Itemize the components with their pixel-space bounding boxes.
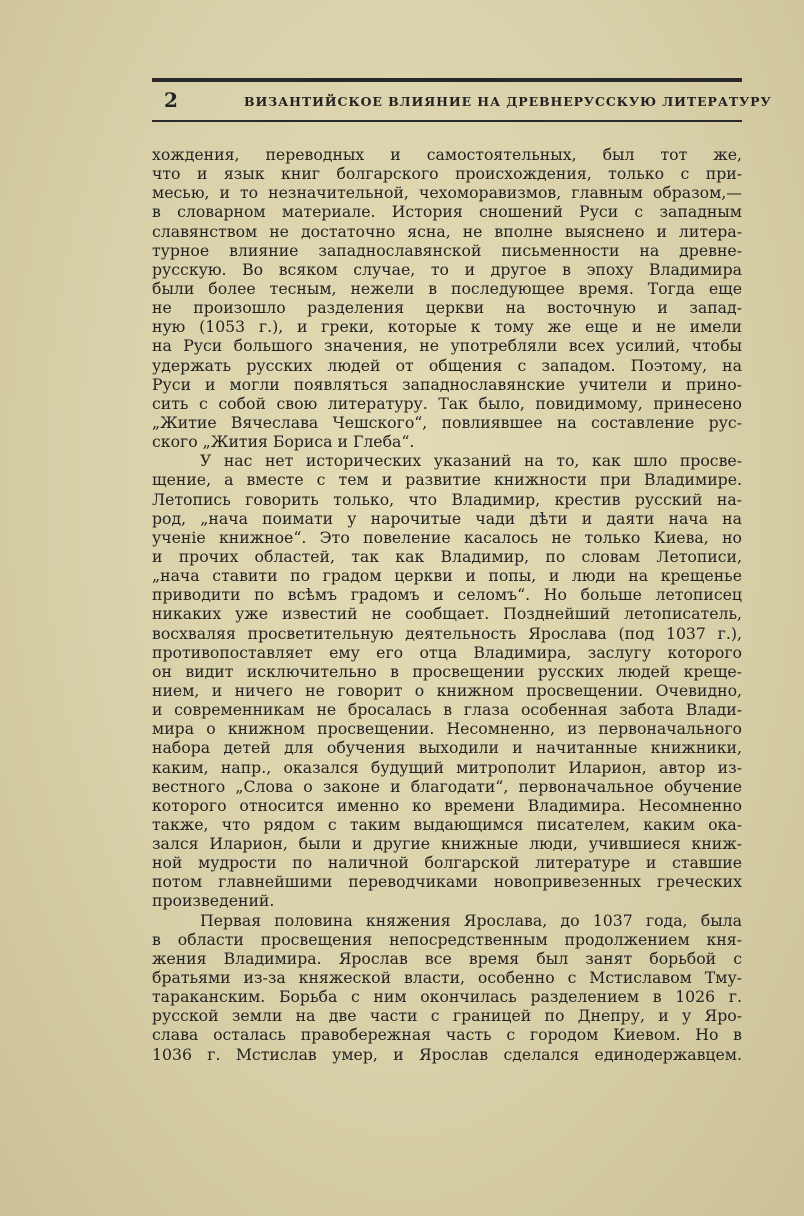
text-line: и современникам не бросалась в глаза особенная забота Влади- xyxy=(152,700,742,720)
text-line: 1036 г. Мстислав умер, и Ярослав сделался единодержавцем. xyxy=(152,1044,742,1064)
text-line: род, „нача поимати у нарочитые чади дѣти и даяти нача на xyxy=(152,508,742,528)
text-line: слава осталась правобережная часть с городом Киевом. Но в xyxy=(152,1025,742,1045)
text-line: были более тесным, нежели в последующее время. Тогда еще xyxy=(152,278,742,298)
text-line: турное влияние западнославянской письменности на древне- xyxy=(152,240,742,260)
text-line: Летопись говорить только, что Владимир, крестив русский на- xyxy=(152,489,742,509)
text-line: ученіе книжное“. Это повеление касалось не только Киева, но xyxy=(152,527,742,547)
header-rule-top xyxy=(152,78,742,82)
text-line: хождения, переводных и самостоятельных, был тот же, xyxy=(152,145,742,164)
text-line: противопоставляет ему его отца Владимира, заслугу которого xyxy=(152,642,742,662)
text-line: набора детей для обучения выходили и начитанные книжники, xyxy=(152,738,742,758)
text-line: в области просвещения непосредственным продолжением кня- xyxy=(152,929,742,949)
text-line: мира о книжном просвещении. Несомненно, из первоначального xyxy=(152,719,742,739)
text-line: приводити по всѣмъ градомъ и селомъ“. Но больше летописец xyxy=(152,585,742,605)
text-line: каким, напр., оказался будущий митрополит Иларион, автор из- xyxy=(152,757,742,777)
page-number: 2 xyxy=(164,88,178,112)
text-line: восхваляя просветительную деятельность Ярослава (под 1037 г.), xyxy=(152,623,742,643)
text-line: щение, а вместе с тем и развитие книжности при Владимире. xyxy=(152,470,742,490)
text-line: тараканским. Борьба с ним окончилась разделением в 1026 г. xyxy=(152,987,742,1007)
text-line: русскую. Во всяком случае, то и другое в эпоху Владимира xyxy=(152,259,742,279)
text-line: ского „Жития Бориса и Глеба“. xyxy=(152,432,415,452)
text-line: произведений. xyxy=(152,891,275,911)
text-line: русской земли на две части с границей по Днепру, и у Яро- xyxy=(152,1006,742,1026)
text-line: что и язык книг болгарского происхождения, только с при- xyxy=(152,164,742,184)
running-title: ВИЗАНТИЙСКОЕ ВЛИЯНИЕ НА ДРЕВНЕРУССКУЮ ЛИТЕРАТУРУ xyxy=(244,94,772,109)
text-line: славянством не достаточно ясна, не вполне выяснено и литера- xyxy=(152,221,742,241)
text-line: сить с собой свою литературу. Так было, повидимому, принесено xyxy=(152,393,742,413)
text-line: братьями из-за княжеской власти, особенно с Мстиславом Тму- xyxy=(152,968,742,988)
text-line: жения Владимира. Ярослав все время был занят борьбой с xyxy=(152,948,742,968)
text-line: ной мудрости по наличной болгарской литературе и ставшие xyxy=(152,853,742,873)
text-line: и прочих областей, так как Владимир, по словам Летописи, xyxy=(152,546,742,566)
text-line: на Руси большого значения, не употребляли всех усилий, чтобы xyxy=(152,336,742,356)
text-line: „Житие Вячеслава Чешского“, повлиявшее на составление рус- xyxy=(152,412,742,432)
text-line: удержать русских людей от общения с западом. Поэтому, на xyxy=(152,355,742,375)
text-line: Руси и могли появляться западнославянские учители и прино- xyxy=(152,374,742,394)
text-line: месью, и то незначительной, чехоморавизмов, главным образом,— xyxy=(152,183,742,203)
text-line: вестного „Слова о законе и благодати“, первоначальное обучение xyxy=(152,776,742,796)
text-line: нием, и ничего не говорит о книжном просвещении. Очевидно, xyxy=(152,680,742,700)
text-line: потом главнейшими переводчиками новопривезенных греческих xyxy=(152,872,742,892)
text-line: „нача ставити по градом церкви и попы, и люди на крещенье xyxy=(152,566,742,586)
text-line: ную (1053 г.), и греки, которые к тому же еще и не имели xyxy=(152,317,742,337)
text-line: в словарном материале. История сношений Руси с западным xyxy=(152,202,742,222)
header-rule-bottom xyxy=(152,120,742,122)
text-line: Первая половина княжения Ярослава, до 1037 года, была xyxy=(200,910,742,930)
text-line: он видит исключительно в просвещении русских людей креще- xyxy=(152,661,742,681)
text-line: которого относится именно ко времени Владимира. Несомненно xyxy=(152,795,742,815)
text-line: У нас нет исторических указаний на то, как шло просве- xyxy=(200,451,742,471)
text-line: также, что рядом с таким выдающимся писателем, каким ока- xyxy=(152,814,742,834)
running-header xyxy=(152,78,772,126)
text-line: зался Иларион, были и другие книжные люди, учившиеся книж- xyxy=(152,834,742,854)
text-line: не произошло разделения церкви на восточную и запад- xyxy=(152,298,742,318)
text-line: никаких уже известий не сообщает. Позднейший летописатель, xyxy=(152,604,742,624)
body-text xyxy=(152,145,742,1064)
